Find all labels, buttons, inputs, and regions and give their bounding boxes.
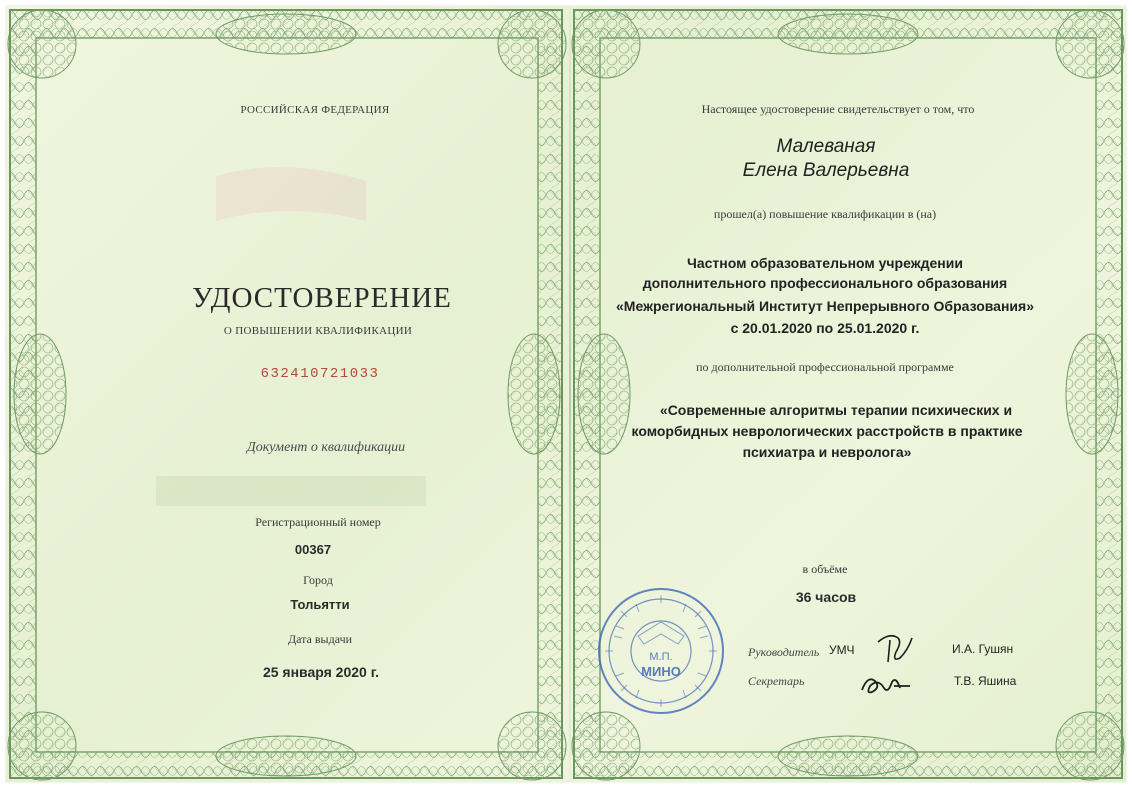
holder-surname: Малеваная (776, 136, 876, 157)
course-dates: с 20.01.2020 по 25.01.2020 г. (730, 320, 920, 336)
holder-given-names: Елена Валерьевна (742, 160, 910, 181)
city-value: Тольятти (290, 597, 350, 612)
volume-value: 36 часов (795, 589, 857, 605)
guilloche-border (6, 6, 1126, 782)
passed-text: прошел(а) повышение квалификации в (на) (713, 207, 937, 221)
certificate-title: УДОСТОВЕРЕНИЕ (192, 282, 452, 314)
org-line: Частном образовательном учреждении (687, 255, 963, 271)
program-line: «Современные алгоритмы терапии психических и (659, 402, 1013, 418)
reg-number: 00367 (294, 542, 332, 557)
program-line: психиатра и невролога» (742, 444, 912, 460)
secretary-name: Т.В. Яшина (954, 674, 1017, 688)
document-type: Документ о квалификации (246, 440, 406, 455)
certificate-sheet (6, 6, 1126, 782)
head-name: И.А. Гушян (952, 642, 1014, 656)
serial-number: 632410721033 (260, 366, 380, 382)
official-stamp-icon (596, 586, 726, 716)
head-unit: УМЧ (829, 643, 855, 657)
certificate-subtitle: О ПОВЫШЕНИИ КВАЛИФИКАЦИИ (223, 325, 413, 337)
head-signature-icon (872, 628, 922, 668)
city-label: Город (303, 573, 333, 587)
page-fold (569, 6, 571, 782)
program-line: коморбидных неврологических расстройств в практике (631, 423, 1023, 439)
program-label: по дополнительной профессиональной программе (696, 360, 954, 374)
issue-date: 25 января 2020 г. (262, 664, 380, 680)
volume-label: в объёме (802, 562, 848, 576)
country-label: РОССИЙСКАЯ ФЕДЕРАЦИЯ (240, 104, 390, 116)
issue-date-label: Дата выдачи (287, 632, 353, 646)
org-line: «Межрегиональный Институт Непрерывного Образования» (616, 298, 1034, 314)
secretary-label: Секретарь (748, 674, 805, 688)
intro-text: Настоящее удостоверение свидетельствует о том, что (701, 102, 975, 116)
head-label: Руководитель (748, 645, 820, 659)
org-line: дополнительного профессионального образования (642, 275, 1008, 291)
stamp-mp-text: М.П. (649, 651, 673, 663)
stamp-mino-text: МИНО (641, 664, 681, 679)
reg-number-label: Регистрационный номер (255, 515, 381, 529)
secretary-signature-icon (858, 670, 914, 700)
